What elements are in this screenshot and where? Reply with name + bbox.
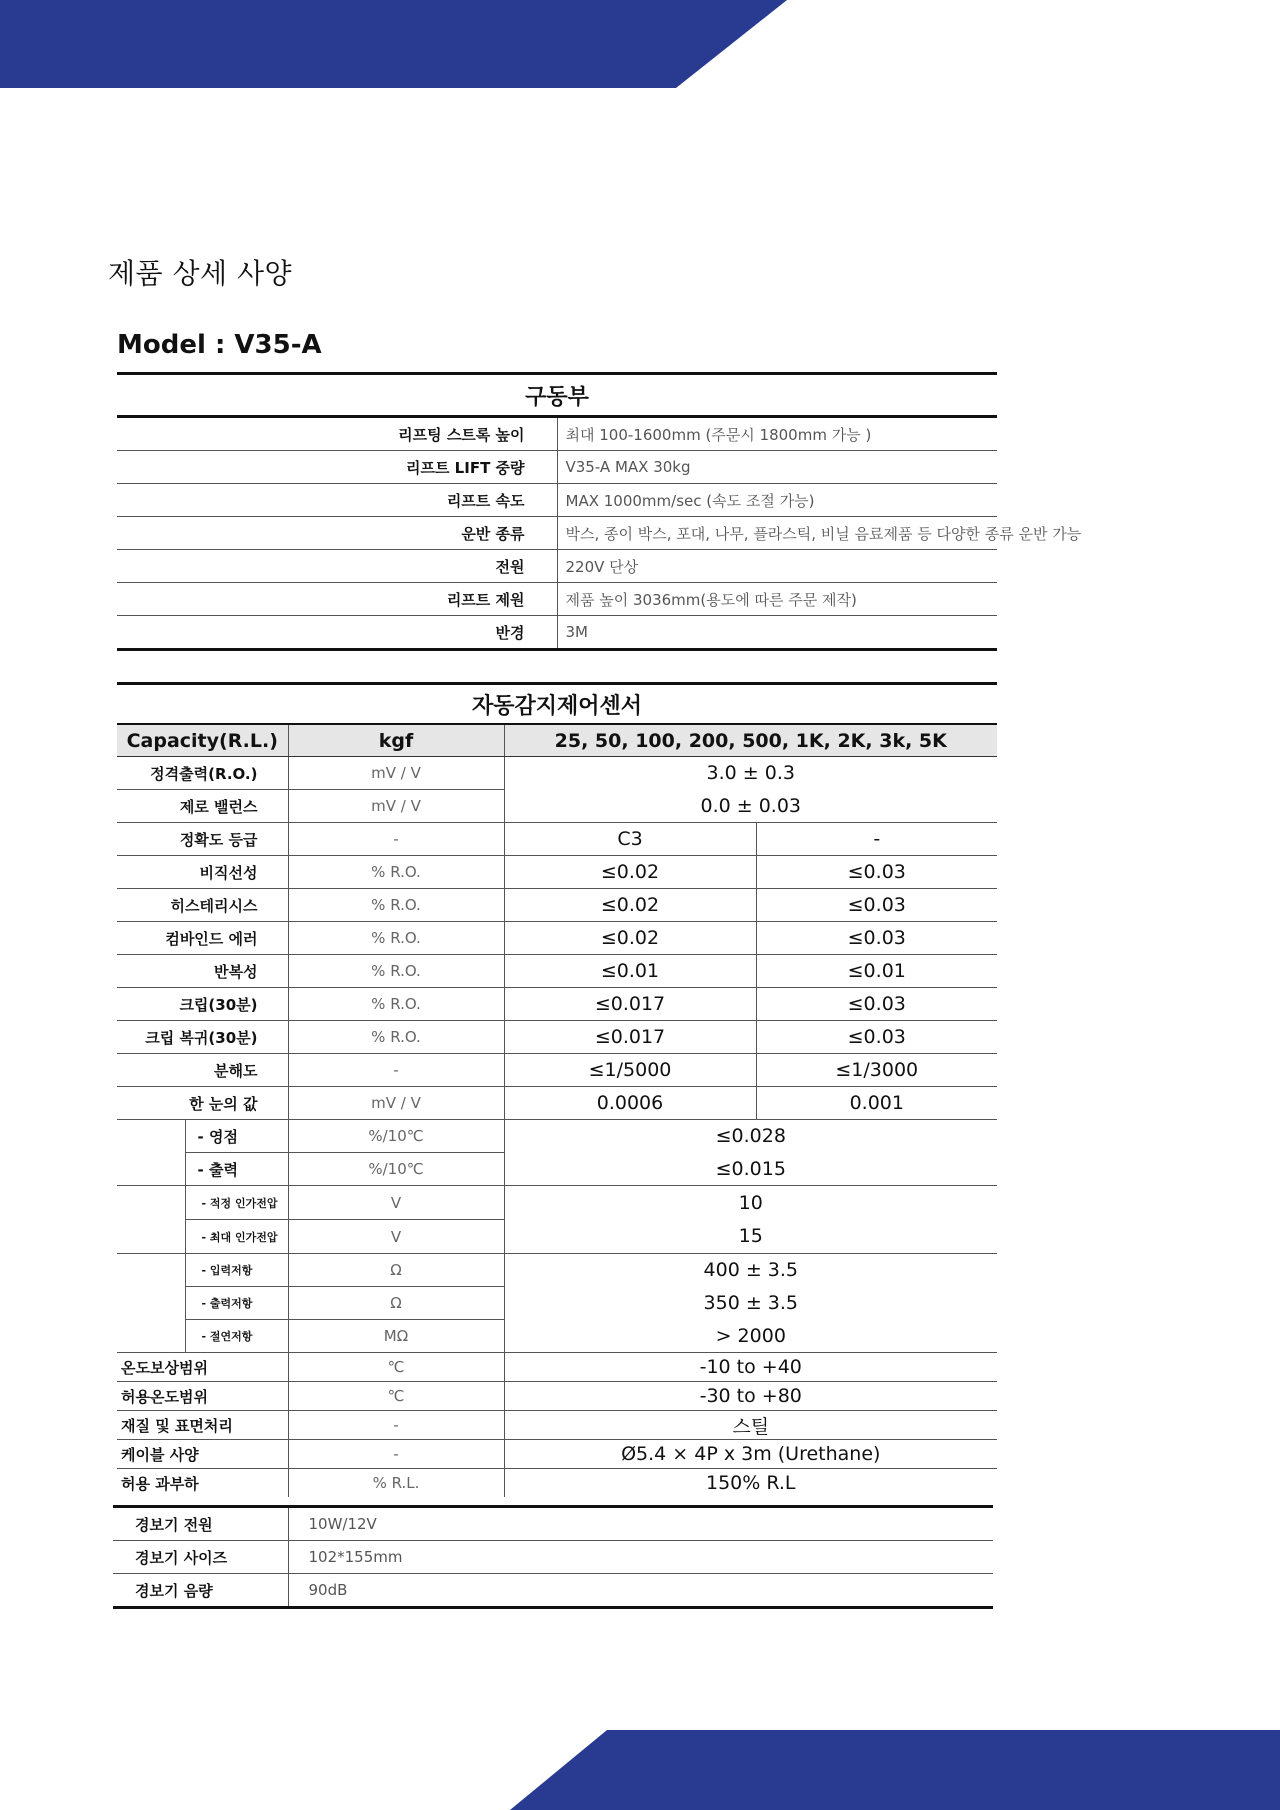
table-row [117, 1153, 997, 1186]
row-unit: V [288, 1220, 504, 1254]
row-value-b: ≤0.03 [756, 889, 997, 922]
row-value-b: ≤0.03 [756, 988, 997, 1021]
row-value: 스틸 [504, 1411, 997, 1440]
row-label: - 출력 [185, 1153, 288, 1186]
row-value: -10 to +40 [504, 1353, 997, 1382]
row-label: 히스테리시스 [117, 889, 288, 922]
row-unit: MΩ [288, 1320, 504, 1353]
drive-row-label: 리프트 제원 [117, 583, 557, 616]
row-value-a: ≤0.017 [504, 1021, 756, 1054]
table-row [117, 1254, 997, 1287]
row-label: 컴바인드 에러 [117, 922, 288, 955]
row-unit: mV / V [288, 1087, 504, 1120]
drive-row-value: 220V 단상 [557, 550, 997, 583]
drive-row-value: 제품 높이 3036mm(용도에 따른 주문 제작) [557, 583, 997, 616]
drive-row-label: 리프팅 스트록 높이 [117, 417, 557, 451]
page-title: 제품 상세 사양 [108, 257, 293, 290]
row-label: 정격출력(R.O.) [117, 757, 288, 790]
row-label: - 입력저항 [185, 1254, 288, 1287]
top-decorative-band [0, 0, 800, 90]
row-value-b: ≤1/3000 [756, 1054, 997, 1087]
row-label: 정확도 등급 [117, 823, 288, 856]
header-capacity: Capacity(R.L.) [117, 724, 288, 757]
header-capacity-values: 25, 50, 100, 200, 500, 1K, 2K, 3k, 5K [504, 724, 997, 757]
bottom-decorative-band [500, 1730, 1280, 1810]
table-row [117, 856, 997, 889]
table-row [117, 1054, 997, 1087]
table-row [117, 1440, 997, 1469]
row-unit: % R.O. [288, 988, 504, 1021]
row-value-a: ≤1/5000 [504, 1054, 756, 1087]
table-row [113, 1507, 993, 1541]
drive-row-label: 반경 [117, 616, 557, 650]
row-value: ≤0.015 [504, 1153, 997, 1186]
table-row [113, 1574, 993, 1608]
table-row [117, 583, 997, 616]
row-value-b: ≤0.01 [756, 955, 997, 988]
table-row [117, 955, 997, 988]
row-value-b: ≤0.03 [756, 922, 997, 955]
row-value: > 2000 [504, 1320, 997, 1353]
row-value: 3.0 ± 0.3 [706, 762, 795, 785]
sensor-spec-table [117, 682, 997, 1497]
row-unit: V [288, 1186, 504, 1220]
row-label: 분해도 [117, 1054, 288, 1087]
row-unit: % R.O. [288, 856, 504, 889]
row-label: 크립(30분) [117, 988, 288, 1021]
table-row [117, 1353, 997, 1382]
table-row [117, 517, 997, 550]
table-row [113, 1541, 993, 1574]
table-row [117, 988, 997, 1021]
row-value-a: ≤0.017 [504, 988, 756, 1021]
drive-row-label: 전원 [117, 550, 557, 583]
table-row [117, 1220, 997, 1254]
table-row [117, 922, 997, 955]
model-label: Model : V35-A [117, 330, 322, 360]
row-value-b: - [756, 823, 997, 856]
row-unit: % R.O. [288, 1021, 504, 1054]
row-unit: ℃ [288, 1353, 504, 1382]
alarm-spec-table [113, 1505, 993, 1609]
table-row [117, 1186, 997, 1220]
row-label: - 적정 인가전압 [185, 1186, 288, 1220]
drive-row-value: 최대 100-1600mm (주문시 1800mm 가능 ) [557, 417, 997, 451]
row-label: 비직선성 [117, 856, 288, 889]
row-unit: Ω [288, 1287, 504, 1320]
row-label: 한 눈의 값 [117, 1087, 288, 1120]
row-unit: mV / V [288, 757, 504, 790]
row-unit: - [288, 1440, 504, 1469]
row-label: 허용 과부하 [117, 1469, 288, 1498]
row-unit: mV / V [288, 790, 504, 823]
table-row [117, 1411, 997, 1440]
row-label: 온도보상범위 [117, 1353, 288, 1382]
header-unit: kgf [288, 724, 504, 757]
drive-row-label: 리프트 LIFT 중량 [117, 451, 557, 484]
row-value: 150% R.L [706, 1472, 796, 1494]
row-label: - 영점 [185, 1120, 288, 1153]
row-label: 케이블 사양 [117, 1440, 288, 1469]
row-label: 재질 및 표면처리 [117, 1411, 288, 1440]
table-row [117, 1469, 997, 1498]
alarm-row-value: 102*155mm [288, 1541, 993, 1574]
row-value: -30 to +80 [504, 1382, 997, 1411]
row-value-a: C3 [504, 823, 756, 856]
alarm-row-label: 경보기 전원 [113, 1507, 288, 1541]
table-row [117, 1120, 997, 1153]
row-label: 크립 복귀(30분) [117, 1021, 288, 1054]
table-header-row [117, 724, 997, 757]
row-unit: Ω [288, 1254, 504, 1287]
row-value-a: ≤0.02 [504, 922, 756, 955]
row-unit: % R.O. [288, 955, 504, 988]
table-row [117, 417, 997, 451]
table-row [117, 484, 997, 517]
row-value-b: ≤0.03 [756, 1021, 997, 1054]
row-value: 0.0 ± 0.03 [504, 790, 997, 823]
drive-row-label: 운반 종류 [117, 517, 557, 550]
row-unit: - [288, 1054, 504, 1087]
row-unit: % R.O. [288, 889, 504, 922]
table-row [117, 889, 997, 922]
row-unit: - [288, 823, 504, 856]
table-row [117, 1087, 997, 1120]
group-spacer [117, 1186, 185, 1254]
row-value: Ø5.4 × 4P x 3m (Urethane) [504, 1440, 997, 1469]
row-value: 10 [738, 1191, 763, 1214]
drive-row-value: MAX 1000mm/sec (속도 조절 가능) [557, 484, 997, 517]
row-unit: % R.O. [288, 922, 504, 955]
table-row [117, 1320, 997, 1353]
row-value-a: ≤0.02 [504, 889, 756, 922]
row-value-b: 0.001 [756, 1087, 997, 1120]
row-label: 허용온도범위 [117, 1382, 288, 1411]
row-value-a: ≤0.01 [504, 955, 756, 988]
table-row [117, 1021, 997, 1054]
row-value: 350 ± 3.5 [703, 1292, 798, 1314]
row-unit: ℃ [288, 1382, 504, 1411]
row-label: - 최대 인가전압 [185, 1220, 288, 1254]
row-label: - 절연저항 [185, 1320, 288, 1353]
drive-table-title: 구동부 [117, 374, 997, 417]
alarm-row-label: 경보기 음량 [113, 1574, 288, 1608]
drive-row-label: 리프트 속도 [117, 484, 557, 517]
table-row [117, 823, 997, 856]
row-value: 15 [504, 1220, 997, 1254]
drive-spec-table [117, 372, 1082, 651]
row-value-b: ≤0.03 [756, 856, 997, 889]
alarm-row-label: 경보기 사이즈 [113, 1541, 288, 1574]
table-row [117, 1382, 997, 1411]
row-value-a: 0.0006 [504, 1087, 756, 1120]
row-unit: %/10℃ [288, 1153, 504, 1186]
table-row [117, 451, 997, 484]
row-label: 제로 밸런스 [117, 790, 288, 823]
row-unit: % R.L. [288, 1469, 504, 1498]
row-value: ≤0.028 [715, 1125, 786, 1148]
drive-row-value: 3M [557, 616, 997, 650]
table-row [117, 790, 997, 823]
alarm-row-value: 90dB [288, 1574, 993, 1608]
row-value-a: ≤0.02 [504, 856, 756, 889]
drive-row-value: 박스, 종이 박스, 포대, 나무, 플라스틱, 비닐 음료제품 등 다양한 종류 운반 가능 [557, 517, 997, 550]
table-row [117, 757, 997, 790]
alarm-row-value: 10W/12V [288, 1507, 993, 1541]
row-value: 400 ± 3.5 [703, 1259, 798, 1282]
row-unit: - [288, 1411, 504, 1440]
table-row [117, 616, 997, 650]
row-label: - 출력저항 [185, 1287, 288, 1320]
group-spacer [117, 1254, 185, 1353]
row-label: 반복성 [117, 955, 288, 988]
group-spacer [117, 1120, 185, 1186]
sensor-table-title: 자동감지제어센서 [117, 684, 997, 725]
row-unit: %/10℃ [288, 1120, 504, 1153]
table-row [117, 550, 997, 583]
drive-row-value: V35-A MAX 30kg [557, 451, 997, 484]
table-row [117, 1287, 997, 1320]
